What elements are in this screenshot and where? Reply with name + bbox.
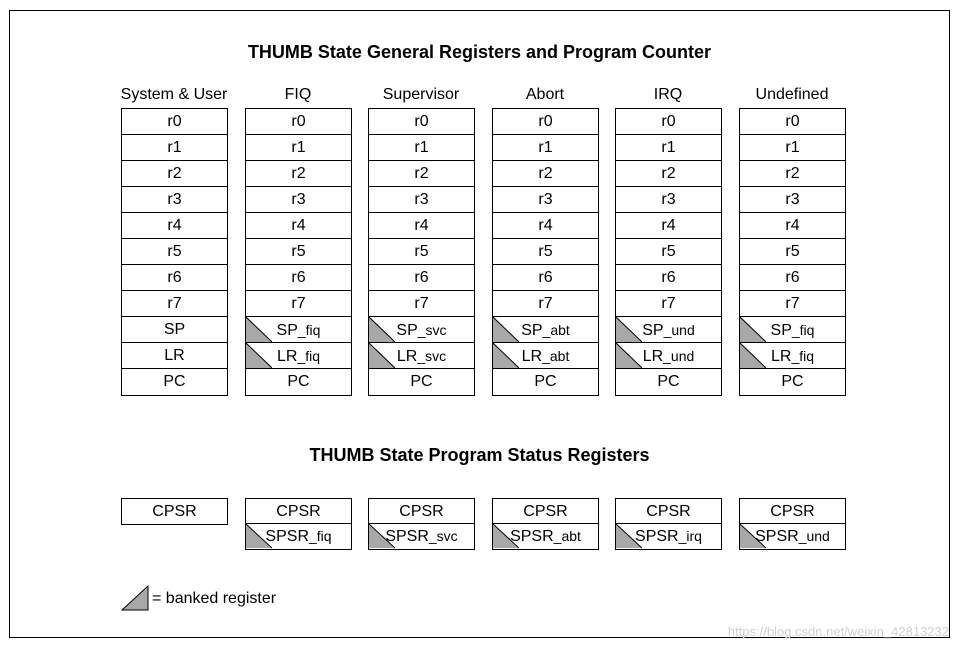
register-label xyxy=(291,165,305,182)
register-suffix: _svc xyxy=(417,348,447,364)
register-label xyxy=(538,217,552,234)
register-label xyxy=(414,243,428,260)
register-suffix: _fiq xyxy=(791,348,815,364)
register-name: LR xyxy=(770,348,792,365)
register-label xyxy=(277,322,321,339)
register-cell xyxy=(616,265,721,291)
register-name: r7 xyxy=(414,295,429,312)
register-cell xyxy=(122,239,227,265)
status-register-cell xyxy=(369,499,474,524)
register-bank xyxy=(739,108,846,396)
register-label xyxy=(167,243,181,260)
register-name: SP xyxy=(521,322,543,339)
register-cell xyxy=(122,369,227,395)
register-name: r3 xyxy=(538,191,553,208)
register-label xyxy=(538,139,552,156)
register-suffix: _fiq xyxy=(297,322,321,338)
register-cell xyxy=(616,291,721,317)
register-name: r0 xyxy=(291,113,306,130)
register-name: r3 xyxy=(291,191,306,208)
register-label xyxy=(661,139,675,156)
register-label xyxy=(291,243,305,260)
register-suffix: _und xyxy=(663,322,695,338)
register-label xyxy=(167,269,181,286)
register-cell xyxy=(493,343,598,369)
register-cell xyxy=(246,369,351,395)
banked-register-icon xyxy=(740,343,766,368)
register-suffix: _und xyxy=(663,348,695,364)
register-label xyxy=(164,321,185,338)
status-register-cell xyxy=(493,499,598,524)
register-name: SP xyxy=(642,322,664,339)
register-cell xyxy=(493,317,598,343)
register-cell xyxy=(616,369,721,395)
register-name: r7 xyxy=(538,295,553,312)
register-name: CPSR xyxy=(399,503,444,520)
register-name: r1 xyxy=(661,139,676,156)
register-cell xyxy=(493,291,598,317)
register-label xyxy=(277,348,320,365)
register-label xyxy=(414,269,428,286)
register-suffix: _irq xyxy=(678,528,702,544)
register-bank xyxy=(368,108,475,396)
register-cell xyxy=(246,187,351,213)
register-cell xyxy=(122,343,227,369)
register-name: r5 xyxy=(538,243,553,260)
register-cell xyxy=(369,317,474,343)
register-cell xyxy=(122,265,227,291)
mode-header: System & User xyxy=(120,86,228,103)
register-cell xyxy=(246,317,351,343)
register-cell xyxy=(246,213,351,239)
register-name: CPSR xyxy=(770,503,815,520)
banked-register-icon xyxy=(616,317,642,342)
register-name: r5 xyxy=(661,243,676,260)
register-label xyxy=(538,243,552,260)
register-name: SP xyxy=(163,321,186,338)
register-label xyxy=(167,217,181,234)
register-cell xyxy=(740,369,845,395)
register-cell xyxy=(740,265,845,291)
register-suffix: _svc xyxy=(428,528,458,544)
status-register-cell xyxy=(246,499,351,524)
register-cell xyxy=(369,369,474,395)
register-cell xyxy=(740,109,845,135)
register-suffix: _und xyxy=(798,528,830,544)
register-name: PC xyxy=(410,373,433,390)
register-cell xyxy=(493,161,598,187)
register-suffix: _svc xyxy=(417,322,447,338)
register-name: r3 xyxy=(414,191,429,208)
register-label xyxy=(538,269,552,286)
register-name: r5 xyxy=(291,243,306,260)
register-label xyxy=(521,322,570,339)
banked-register-icon xyxy=(493,343,519,368)
register-cell xyxy=(369,265,474,291)
banked-register-icon xyxy=(740,317,766,342)
register-cell xyxy=(493,265,598,291)
register-label xyxy=(661,295,675,312)
register-name: CPSR xyxy=(152,503,197,520)
register-name: r1 xyxy=(538,139,553,156)
banked-register-icon xyxy=(369,524,395,549)
register-label xyxy=(661,243,675,260)
register-label xyxy=(771,322,815,339)
banked-register-icon xyxy=(246,343,272,368)
banked-register-icon xyxy=(616,524,642,549)
register-label xyxy=(522,348,570,365)
status-register-cell xyxy=(616,499,721,524)
register-label xyxy=(291,113,305,130)
register-name: r2 xyxy=(291,165,306,182)
register-cell xyxy=(616,109,721,135)
register-name: r4 xyxy=(538,217,553,234)
register-label xyxy=(414,191,428,208)
register-name: r7 xyxy=(167,295,182,312)
register-name: PC xyxy=(163,373,186,390)
register-name: CPSR xyxy=(276,503,321,520)
status-register-cell xyxy=(369,524,474,549)
general-registers-title: THUMB State General Registers and Program Counter xyxy=(247,42,712,62)
register-label xyxy=(657,373,679,390)
register-cell xyxy=(616,213,721,239)
register-cell xyxy=(246,291,351,317)
register-cell xyxy=(740,213,845,239)
register-label xyxy=(785,165,799,182)
status-register-cell xyxy=(740,524,845,549)
mode-header: Undefined xyxy=(755,86,829,103)
register-suffix: _fiq xyxy=(297,348,321,364)
register-cell xyxy=(122,213,227,239)
register-label xyxy=(642,322,695,339)
register-label xyxy=(661,113,675,130)
status-register-box xyxy=(492,498,599,550)
register-label xyxy=(538,191,552,208)
register-cell xyxy=(122,161,227,187)
register-bank xyxy=(615,108,722,396)
register-name: r7 xyxy=(785,295,800,312)
register-name: PC xyxy=(287,373,310,390)
register-cell xyxy=(122,187,227,213)
register-label xyxy=(167,165,181,182)
register-cell xyxy=(740,161,845,187)
banked-register-icon xyxy=(246,524,272,549)
register-label xyxy=(164,347,184,364)
register-cell xyxy=(740,291,845,317)
register-label xyxy=(414,295,428,312)
register-cell xyxy=(616,343,721,369)
register-label xyxy=(167,191,181,208)
register-label xyxy=(661,217,675,234)
register-suffix: _abt xyxy=(553,528,581,544)
register-name: r4 xyxy=(291,217,306,234)
register-name: LR xyxy=(396,348,418,365)
register-name: SPSR xyxy=(385,528,429,545)
register-name: CPSR xyxy=(523,503,568,520)
register-label xyxy=(661,269,675,286)
register-cell xyxy=(740,135,845,161)
register-label xyxy=(635,528,702,545)
register-name: SPSR xyxy=(755,528,799,545)
register-name: r2 xyxy=(538,165,553,182)
banked-triangle-icon xyxy=(121,585,149,611)
register-label xyxy=(661,191,675,208)
register-name: r0 xyxy=(785,113,800,130)
register-name: r4 xyxy=(661,217,676,234)
register-name: SPSR xyxy=(265,528,309,545)
register-label xyxy=(276,503,320,520)
register-label xyxy=(771,348,814,365)
register-label xyxy=(755,528,830,545)
mode-header: Supervisor xyxy=(382,86,460,103)
register-cell xyxy=(493,239,598,265)
register-name: r3 xyxy=(167,191,182,208)
watermark: https://blog.csdn.net/weixin_42813232 xyxy=(727,624,949,639)
register-label xyxy=(152,503,196,520)
register-name: r6 xyxy=(167,269,182,286)
register-cell xyxy=(246,161,351,187)
register-label xyxy=(785,113,799,130)
register-cell xyxy=(246,109,351,135)
register-label xyxy=(538,113,552,130)
register-cell xyxy=(122,317,227,343)
banked-register-icon xyxy=(369,343,395,368)
register-suffix: _fiq xyxy=(791,322,815,338)
register-label xyxy=(414,139,428,156)
register-cell xyxy=(369,187,474,213)
status-register-cell xyxy=(616,524,721,549)
mode-header: IRQ xyxy=(653,86,683,103)
register-cell xyxy=(369,135,474,161)
register-cell xyxy=(369,109,474,135)
register-cell xyxy=(493,213,598,239)
mode-header: FIQ xyxy=(284,86,312,103)
status-register-cell xyxy=(122,499,227,524)
register-label xyxy=(785,243,799,260)
register-cell xyxy=(369,213,474,239)
register-name: SPSR xyxy=(510,528,554,545)
register-name: r0 xyxy=(167,113,182,130)
register-label xyxy=(167,139,181,156)
status-register-cell xyxy=(493,524,598,549)
register-cell xyxy=(616,135,721,161)
legend-label: = banked register xyxy=(152,590,277,607)
register-name: r6 xyxy=(538,269,553,286)
register-name: r4 xyxy=(785,217,800,234)
register-cell xyxy=(493,109,598,135)
register-cell xyxy=(369,291,474,317)
status-register-box xyxy=(615,498,722,550)
register-label xyxy=(291,269,305,286)
register-label xyxy=(410,373,432,390)
register-label xyxy=(291,217,305,234)
register-label xyxy=(414,165,428,182)
register-bank xyxy=(492,108,599,396)
register-label xyxy=(661,165,675,182)
register-label xyxy=(538,295,552,312)
register-label xyxy=(396,322,446,339)
register-name: r4 xyxy=(167,217,182,234)
register-name: r1 xyxy=(291,139,306,156)
register-cell xyxy=(369,239,474,265)
register-label xyxy=(643,348,695,365)
register-label xyxy=(291,139,305,156)
register-cell xyxy=(122,291,227,317)
register-name: SP xyxy=(276,322,298,339)
register-name: PC xyxy=(781,373,804,390)
register-label xyxy=(646,503,690,520)
register-name: SP xyxy=(770,322,792,339)
register-cell xyxy=(740,343,845,369)
register-label xyxy=(397,348,446,365)
register-cell xyxy=(616,239,721,265)
register-label xyxy=(534,373,556,390)
mode-header: Abort xyxy=(525,86,565,103)
register-label xyxy=(785,217,799,234)
register-cell xyxy=(246,265,351,291)
register-bank xyxy=(245,108,352,396)
register-label xyxy=(167,295,181,312)
register-name: LR xyxy=(642,348,664,365)
register-bank xyxy=(121,108,228,396)
register-cell xyxy=(246,135,351,161)
register-name: LR xyxy=(521,348,543,365)
register-cell xyxy=(740,239,845,265)
register-cell xyxy=(122,109,227,135)
register-name: r7 xyxy=(291,295,306,312)
register-cell xyxy=(369,161,474,187)
register-cell xyxy=(616,187,721,213)
register-name: r1 xyxy=(414,139,429,156)
register-name: r6 xyxy=(291,269,306,286)
register-cell xyxy=(122,135,227,161)
status-registers-title: THUMB State Program Status Registers xyxy=(309,445,650,465)
banked-register-icon xyxy=(493,524,519,549)
register-suffix: _fiq xyxy=(309,528,332,544)
register-cell xyxy=(246,343,351,369)
register-cell xyxy=(493,135,598,161)
register-label xyxy=(291,295,305,312)
register-name: r2 xyxy=(661,165,676,182)
register-name: LR xyxy=(276,348,298,365)
register-name: r1 xyxy=(785,139,800,156)
status-register-box xyxy=(368,498,475,550)
register-name: r0 xyxy=(538,113,553,130)
register-label xyxy=(785,191,799,208)
register-label xyxy=(510,528,581,545)
register-label xyxy=(523,503,567,520)
banked-register-icon xyxy=(369,317,395,342)
register-name: SP xyxy=(396,322,418,339)
register-name: r0 xyxy=(414,113,429,130)
register-name: r7 xyxy=(661,295,676,312)
register-name: r2 xyxy=(414,165,429,182)
register-cell xyxy=(616,161,721,187)
register-name: r0 xyxy=(661,113,676,130)
register-label xyxy=(414,217,428,234)
register-label xyxy=(291,191,305,208)
status-register-box xyxy=(245,498,352,550)
register-label xyxy=(287,373,309,390)
register-cell xyxy=(493,187,598,213)
register-label xyxy=(785,139,799,156)
register-name: r2 xyxy=(167,165,182,182)
register-name: LR xyxy=(164,347,185,364)
register-label xyxy=(163,373,185,390)
register-cell xyxy=(740,317,845,343)
register-name: r3 xyxy=(661,191,676,208)
status-register-box xyxy=(121,498,228,525)
register-label xyxy=(265,528,331,545)
status-register-cell xyxy=(246,524,351,549)
register-name: r1 xyxy=(167,139,182,156)
register-name: CPSR xyxy=(646,503,691,520)
banked-register-icon xyxy=(246,317,272,342)
register-name: r3 xyxy=(785,191,800,208)
register-label xyxy=(781,373,803,390)
register-label xyxy=(414,113,428,130)
register-label xyxy=(770,503,814,520)
register-name: r5 xyxy=(785,243,800,260)
register-name: PC xyxy=(534,373,557,390)
register-name: PC xyxy=(657,373,680,390)
register-name: r6 xyxy=(785,269,800,286)
register-suffix: _abt xyxy=(542,348,570,364)
register-name: r4 xyxy=(414,217,429,234)
banked-register-icon xyxy=(740,524,766,549)
register-name: r6 xyxy=(661,269,676,286)
register-name: r2 xyxy=(785,165,800,182)
register-cell xyxy=(740,187,845,213)
register-cell xyxy=(246,239,351,265)
status-register-cell xyxy=(740,499,845,524)
register-label xyxy=(538,165,552,182)
register-label xyxy=(167,113,181,130)
register-name: r5 xyxy=(414,243,429,260)
register-label xyxy=(785,269,799,286)
register-name: SPSR xyxy=(635,528,679,545)
banked-register-icon xyxy=(616,343,642,368)
register-label xyxy=(385,528,457,545)
register-cell xyxy=(369,343,474,369)
register-label xyxy=(785,295,799,312)
register-name: r5 xyxy=(167,243,182,260)
register-name: r6 xyxy=(414,269,429,286)
status-register-box xyxy=(739,498,846,550)
banked-register-icon xyxy=(493,317,519,342)
register-suffix: _abt xyxy=(542,322,570,338)
register-cell xyxy=(493,369,598,395)
register-label xyxy=(399,503,443,520)
register-cell xyxy=(616,317,721,343)
